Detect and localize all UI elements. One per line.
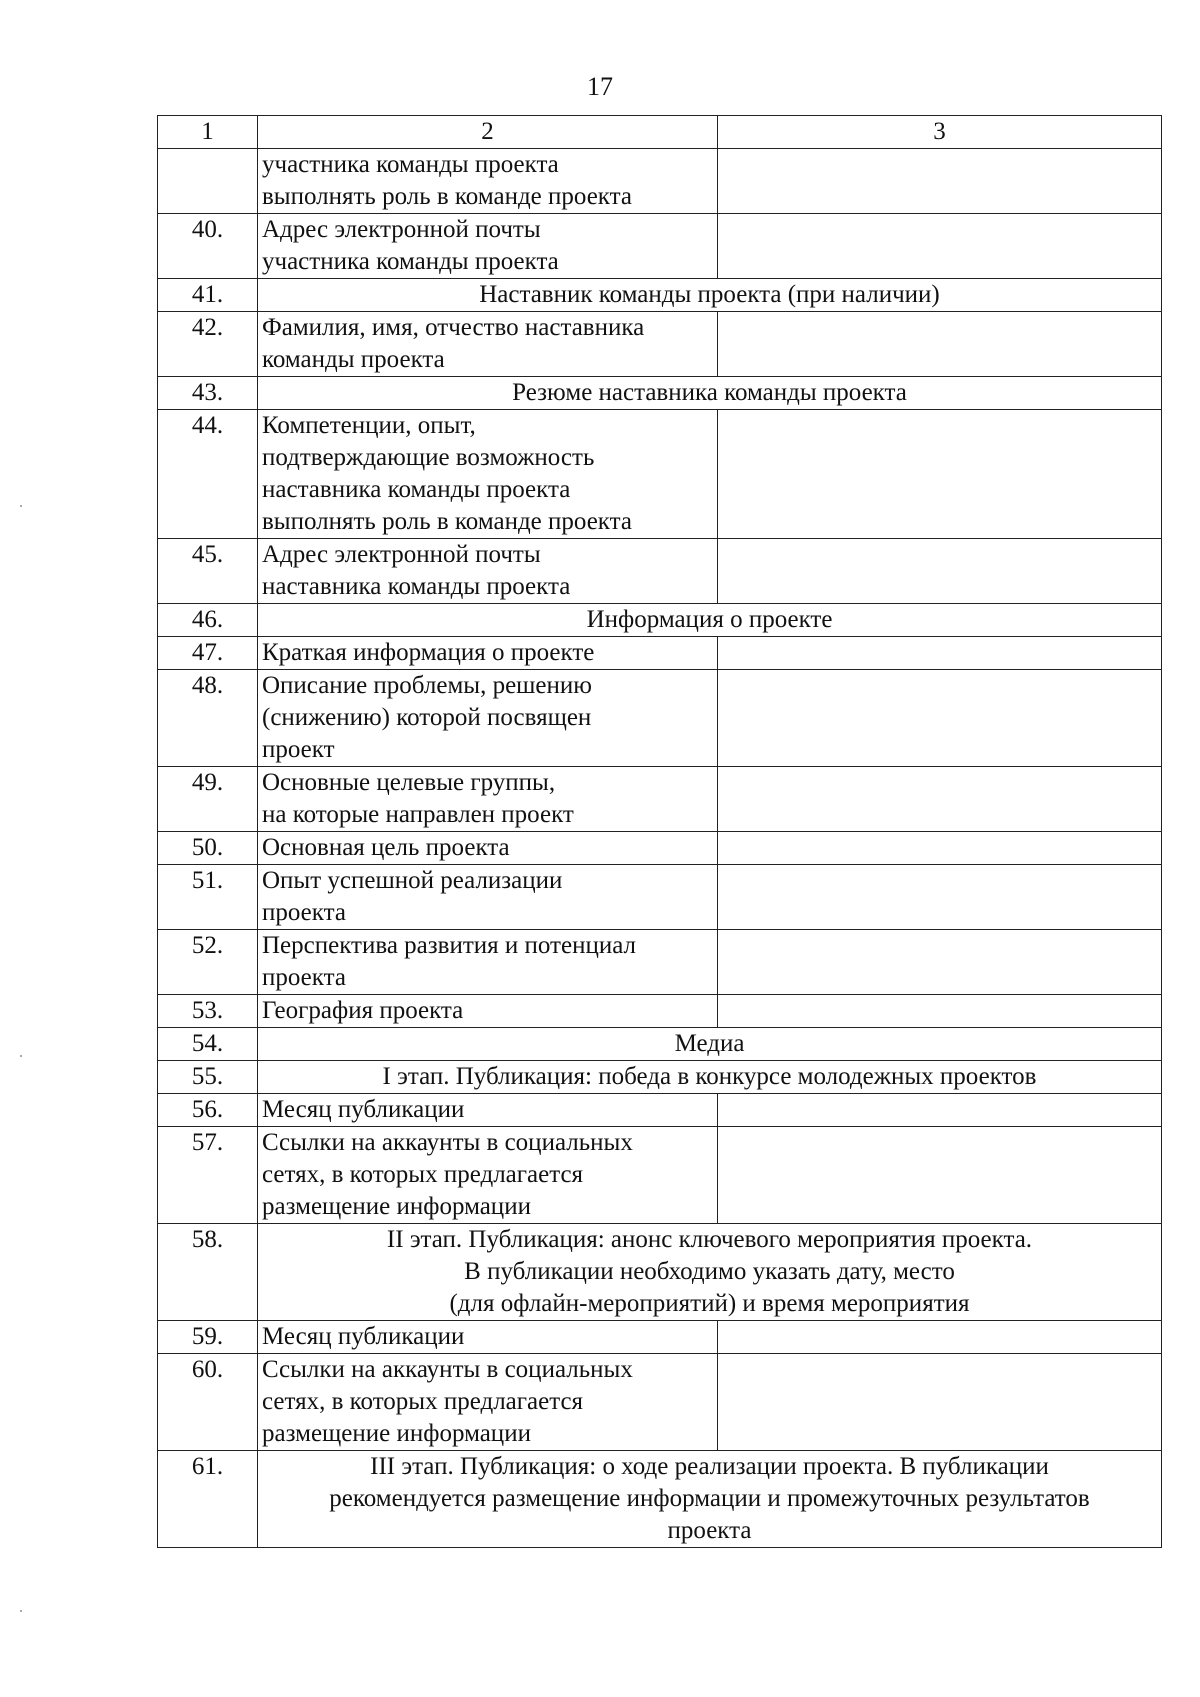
section-row bbox=[158, 377, 1162, 410]
field-label: Ссылки на аккаунты в социальных сетях, в которых предлагается размещение информации bbox=[258, 1127, 718, 1224]
section-row bbox=[158, 1451, 1162, 1548]
row-number: 42. bbox=[158, 312, 258, 377]
section-row bbox=[158, 1028, 1162, 1061]
table-row bbox=[158, 1127, 1162, 1224]
row-number: 53. bbox=[158, 995, 258, 1028]
row-number: 47. bbox=[158, 637, 258, 670]
row-number: 50. bbox=[158, 832, 258, 865]
row-number: 43. bbox=[158, 377, 258, 410]
field-label: Адрес электронной почты наставника команды проекта bbox=[258, 539, 718, 604]
field-label: Перспектива развития и потенциал проекта bbox=[258, 930, 718, 995]
table-row bbox=[158, 312, 1162, 377]
scan-mark bbox=[20, 1055, 22, 1057]
field-value bbox=[718, 149, 1162, 214]
scan-mark bbox=[20, 1610, 22, 1612]
table-row bbox=[158, 670, 1162, 767]
row-number: 58. bbox=[158, 1224, 258, 1321]
section-title: Медиа bbox=[258, 1028, 1162, 1061]
field-label: Ссылки на аккаунты в социальных сетях, в которых предлагается размещение информации bbox=[258, 1354, 718, 1451]
section-row bbox=[158, 604, 1162, 637]
field-value bbox=[718, 312, 1162, 377]
field-label: Описание проблемы, решению (снижению) которой посвящен проект bbox=[258, 670, 718, 767]
table-row bbox=[158, 1321, 1162, 1354]
field-value bbox=[718, 670, 1162, 767]
section-row bbox=[158, 279, 1162, 312]
table-row bbox=[158, 767, 1162, 832]
table-row bbox=[158, 637, 1162, 670]
section-title: II этап. Публикация: анонс ключевого мероприятия проекта. В публикации необходимо указать дату, место (для офлайн-мероприятий) и время мероприятия bbox=[258, 1224, 1162, 1321]
section-title: Наставник команды проекта (при наличии) bbox=[258, 279, 1162, 312]
table-row bbox=[158, 1094, 1162, 1127]
field-label: участника команды проекта выполнять роль в команде проекта bbox=[258, 149, 718, 214]
section-title: Резюме наставника команды проекта bbox=[258, 377, 1162, 410]
section-row bbox=[158, 1061, 1162, 1094]
table-row bbox=[158, 539, 1162, 604]
application-form-table bbox=[157, 115, 1162, 1548]
table-row bbox=[158, 995, 1162, 1028]
table-row bbox=[158, 865, 1162, 930]
field-value bbox=[718, 214, 1162, 279]
field-value bbox=[718, 865, 1162, 930]
row-number: 40. bbox=[158, 214, 258, 279]
row-number: 46. bbox=[158, 604, 258, 637]
field-value bbox=[718, 930, 1162, 995]
table-row bbox=[158, 832, 1162, 865]
row-number: 54. bbox=[158, 1028, 258, 1061]
row-number: 44. bbox=[158, 410, 258, 539]
section-row bbox=[158, 1224, 1162, 1321]
table-row bbox=[158, 1354, 1162, 1451]
row-number: 41. bbox=[158, 279, 258, 312]
field-label: Фамилия, имя, отчество наставника команды проекта bbox=[258, 312, 718, 377]
header-row bbox=[158, 116, 1162, 149]
row-number: 51. bbox=[158, 865, 258, 930]
field-value bbox=[718, 767, 1162, 832]
field-label: Краткая информация о проекте bbox=[258, 637, 718, 670]
field-label: Компетенции, опыт, подтверждающие возможность наставника команды проекта выполнять роль в команде проекта bbox=[258, 410, 718, 539]
field-label: Опыт успешной реализации проекта bbox=[258, 865, 718, 930]
field-value bbox=[718, 1094, 1162, 1127]
page-number: 17 bbox=[587, 72, 613, 101]
field-label: Основные целевые группы, на которые направлен проект bbox=[258, 767, 718, 832]
row-number bbox=[158, 149, 258, 214]
header-col-2: 2 bbox=[258, 116, 718, 149]
table-row bbox=[158, 214, 1162, 279]
header-col-3: 3 bbox=[718, 116, 1162, 149]
row-number: 52. bbox=[158, 930, 258, 995]
field-label: Основная цель проекта bbox=[258, 832, 718, 865]
scan-mark bbox=[20, 505, 22, 507]
table-row bbox=[158, 149, 1162, 214]
row-number: 61. bbox=[158, 1451, 258, 1548]
table-row bbox=[158, 930, 1162, 995]
field-label: Адрес электронной почты участника команды проекта bbox=[258, 214, 718, 279]
row-number: 55. bbox=[158, 1061, 258, 1094]
row-number: 45. bbox=[158, 539, 258, 604]
section-title: III этап. Публикация: о ходе реализации проекта. В публикации рекомендуется размещение информации и промежуточных результатов проекта bbox=[258, 1451, 1162, 1548]
field-value bbox=[718, 637, 1162, 670]
section-title: Информация о проекте bbox=[258, 604, 1162, 637]
field-label: География проекта bbox=[258, 995, 718, 1028]
field-value bbox=[718, 539, 1162, 604]
header-col-1: 1 bbox=[158, 116, 258, 149]
row-number: 48. bbox=[158, 670, 258, 767]
section-title: I этап. Публикация: победа в конкурсе молодежных проектов bbox=[258, 1061, 1162, 1094]
field-label: Месяц публикации bbox=[258, 1094, 718, 1127]
row-number: 59. bbox=[158, 1321, 258, 1354]
row-number: 49. bbox=[158, 767, 258, 832]
row-number: 57. bbox=[158, 1127, 258, 1224]
field-value bbox=[718, 410, 1162, 539]
row-number: 56. bbox=[158, 1094, 258, 1127]
field-value bbox=[718, 832, 1162, 865]
field-value bbox=[718, 995, 1162, 1028]
field-value bbox=[718, 1321, 1162, 1354]
row-number: 60. bbox=[158, 1354, 258, 1451]
field-label: Месяц публикации bbox=[258, 1321, 718, 1354]
table-row bbox=[158, 410, 1162, 539]
field-value bbox=[718, 1127, 1162, 1224]
field-value bbox=[718, 1354, 1162, 1451]
